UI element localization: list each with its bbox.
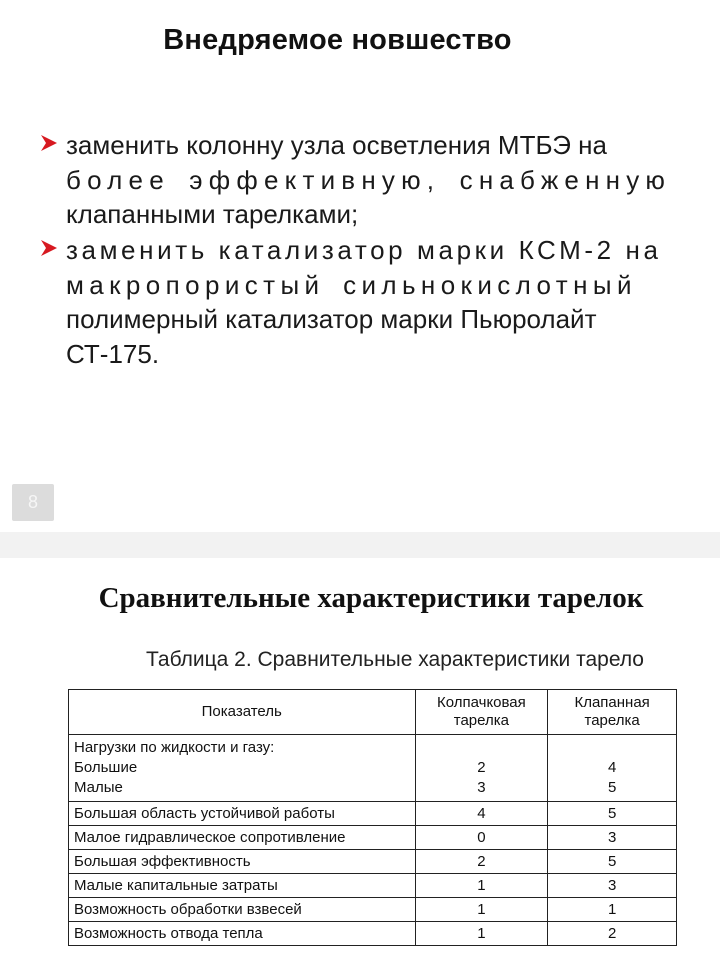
slide-separator xyxy=(0,532,720,558)
table-cell xyxy=(415,735,548,802)
table-row xyxy=(69,922,677,946)
table-cell: 3 xyxy=(548,826,677,850)
table-cell: 1 xyxy=(415,922,548,946)
table-cell: Большая эффективность xyxy=(69,850,416,874)
cell-value: 3 xyxy=(477,779,486,796)
table-cell: 3 xyxy=(548,874,677,898)
bullet-line: макропористый сильнокислотный xyxy=(66,269,637,300)
table-cell: 1 xyxy=(415,874,548,898)
table-cell: Большая область устойчивой работы xyxy=(69,802,416,826)
bullet-text xyxy=(66,128,678,232)
bullet-line: заменить колонну узла осветления МТБЭ на xyxy=(66,130,607,160)
table-cell: 5 xyxy=(548,850,677,874)
bullet-line: СТ-175. xyxy=(66,338,160,369)
column-header: Колпачковая тарелка xyxy=(415,690,548,735)
bullet-line: более эффективную, снабженную xyxy=(66,164,672,195)
table-cell xyxy=(69,735,416,802)
table-row xyxy=(69,898,677,922)
table-row xyxy=(69,874,677,898)
slide-title: Сравнительные характеристики тарелок xyxy=(98,582,644,614)
table-cell: Малое гидравлическое сопротивление xyxy=(69,826,416,850)
table-cell: 0 xyxy=(415,826,548,850)
table-cell: 1 xyxy=(415,898,548,922)
table-row xyxy=(69,850,677,874)
table-cell: 5 xyxy=(548,802,677,826)
column-header: Клапанная тарелка xyxy=(548,690,677,735)
column-header: Показатель xyxy=(69,690,416,735)
group-label: Нагрузки по жидкости и газу: xyxy=(74,739,275,756)
bullet-text xyxy=(66,233,678,371)
table-row xyxy=(69,802,677,826)
cell-value: 5 xyxy=(607,779,617,796)
comparison-table xyxy=(68,689,677,946)
table-caption: Таблица 2. Сравнительные характеристики тарело xyxy=(146,648,644,671)
chevron-right-icon xyxy=(38,132,60,154)
subrow-label: Большие xyxy=(74,759,138,776)
bullet-item-catalyst xyxy=(38,233,678,371)
bullet-line: полимерный катализатор марки Пьюролайт xyxy=(66,304,597,334)
bullet-line: заменить катализатор марки КСМ-2 на xyxy=(66,235,662,265)
table-cell: Возможность отвода тепла xyxy=(69,922,416,946)
bullet-line: клапанными тарелками; xyxy=(66,199,359,229)
table-cell: 4 xyxy=(415,802,548,826)
table-row xyxy=(69,735,677,802)
slide-title: Внедряемое новшество xyxy=(163,24,512,56)
table-cell: 2 xyxy=(548,922,677,946)
table-cell: Возможность обработки взвесей xyxy=(69,898,416,922)
table-cell: Малые капитальные затраты xyxy=(69,874,416,898)
slide-comparison xyxy=(0,558,720,960)
table-cell: 2 xyxy=(415,850,548,874)
bullet-item-column xyxy=(38,128,678,232)
chevron-right-icon xyxy=(38,237,60,259)
table-header-row xyxy=(69,690,677,735)
cell-value: 4 xyxy=(607,759,617,776)
table-cell: 1 xyxy=(548,898,677,922)
page-number-badge: 8 xyxy=(12,484,54,521)
table-row xyxy=(69,826,677,850)
subrow-label: Малые xyxy=(74,779,123,796)
table-cell xyxy=(548,735,677,802)
cell-value: 2 xyxy=(477,759,486,776)
